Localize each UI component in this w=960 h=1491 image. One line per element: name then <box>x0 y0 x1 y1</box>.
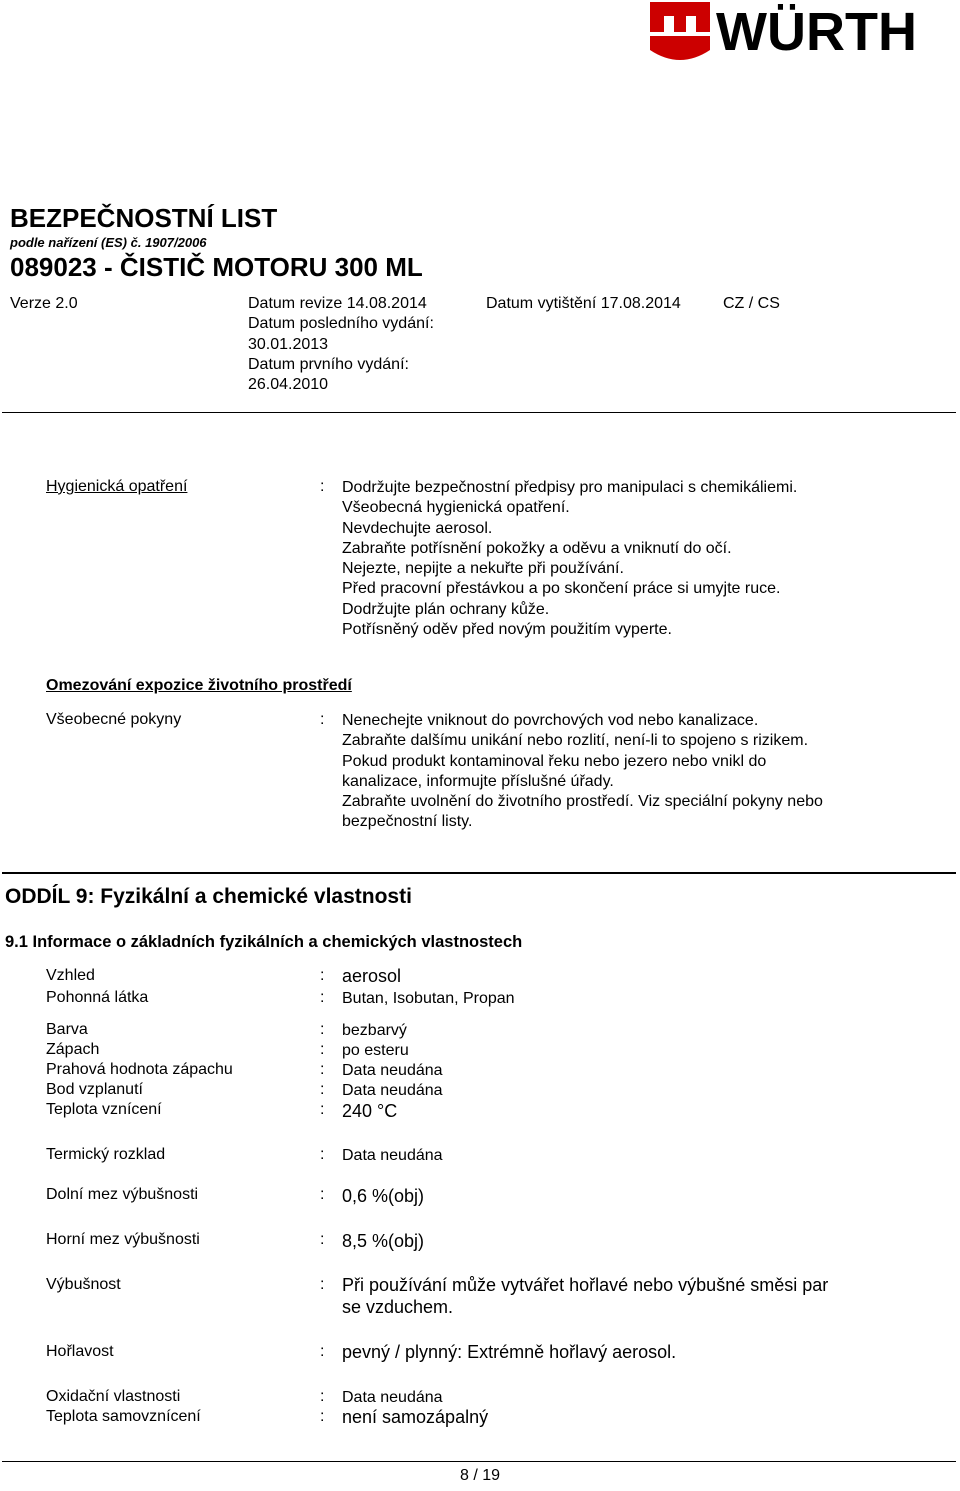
environment-line: Zabraňte dalšímu unikání nebo rozlití, není-li to spojeno s rizikem. <box>342 732 809 750</box>
hygiene-measures <box>342 478 797 640</box>
document-title: BEZPEČNOSTNÍ LIST <box>10 203 278 233</box>
section-divider <box>2 872 956 874</box>
property-label: Horní mez výbušnosti <box>46 1231 200 1248</box>
environment-heading: Omezování expozice životního prostředí <box>46 677 352 694</box>
colon: : <box>320 1388 325 1405</box>
colon: : <box>320 1021 325 1038</box>
property-label: Prahová hodnota zápachu <box>46 1061 233 1078</box>
footer-divider <box>2 1461 956 1462</box>
property-label: Zápach <box>46 1041 100 1058</box>
property-label: Teplota samovznícení <box>46 1408 201 1425</box>
property-label: Oxidační vlastnosti <box>46 1388 181 1405</box>
colon: : <box>320 1276 325 1293</box>
page-number: 8 / 19 <box>459 1467 501 1484</box>
property-label: Pohonná látka <box>46 989 149 1006</box>
locale: CZ / CS <box>723 295 780 312</box>
property-value: Data neudána <box>342 1062 443 1079</box>
environment-line: bezpečnostní listy. <box>342 813 473 831</box>
section-9-1-subtitle: 9.1 Informace o základních fyzikálních a chemických vlastnostech <box>5 933 523 951</box>
hygiene-line: Nejezte, nepijte a nekuřte při používání. <box>342 560 624 578</box>
colon: : <box>320 989 325 1006</box>
environment-line: Pokud produkt kontaminoval řeku nebo jezero nebo vnikl do <box>342 752 767 770</box>
print-date: Datum vytištění 17.08.2014 <box>486 295 681 312</box>
wurth-logo <box>648 0 958 68</box>
colon: : <box>320 967 325 984</box>
colon: : <box>320 1061 325 1078</box>
property-value-line: se vzduchem. <box>342 1297 454 1317</box>
property-value: bezbarvý <box>342 1022 407 1039</box>
product-name: 089023 - ČISTIČ MOTORU 300 ML <box>10 252 423 282</box>
hygiene-line: Před pracovní přestávkou a po skončení práce si umyjte ruce. <box>342 580 781 598</box>
property-value: Butan, Isobutan, Propan <box>342 990 515 1007</box>
environment-line: Nenechejte vniknout do povrchových vod nebo kanalizace. <box>342 712 759 729</box>
property-value-line: Při používání může vytvářet hořlavé nebo výbušné směsi par <box>342 1275 829 1295</box>
revision-line: Datum revize 14.08.2014 <box>248 295 427 312</box>
hygiene-label: Hygienická opatření <box>46 478 188 495</box>
property-label: Dolní mez výbušnosti <box>46 1186 199 1203</box>
property-label: Vzhled <box>46 967 95 984</box>
property-label: Termický rozklad <box>46 1146 166 1163</box>
environment-line: Zabraňte uvolnění do životního prostředí. Viz speciální pokyny nebo <box>342 793 823 811</box>
property-label: Bod vzplanutí <box>46 1081 143 1098</box>
revision-line: Datum prvního vydání: <box>248 355 409 373</box>
revision-line: Datum posledního vydání: <box>248 315 434 333</box>
hygiene-line: Dodržujte plán ochrany kůže. <box>342 600 550 618</box>
environment-instructions <box>342 711 823 833</box>
property-value: pevný / plynný: Extrémně hořlavý aerosol. <box>342 1342 677 1362</box>
property-value: 8,5 %(obj) <box>342 1231 425 1251</box>
environment-label: Všeobecné pokyny <box>46 711 182 728</box>
property-label: Barva <box>46 1021 88 1038</box>
hygiene-line: Zabraňte potřísnění pokožky a oděvu a vniknutí do očí. <box>342 539 732 557</box>
revision-line: 30.01.2013 <box>248 335 329 353</box>
regulation-reference: podle nařízení (ES) č. 1907/2006 <box>10 235 207 250</box>
hygiene-line: Dodržujte bezpečnostní předpisy pro manipulaci s chemikáliemi. <box>342 479 798 496</box>
property-value: Data neudána <box>342 1147 443 1164</box>
environment-line: kanalizace, informujte příslušné úřady. <box>342 772 614 790</box>
property-value: aerosol <box>342 966 402 986</box>
property-value: není samozápalný <box>342 1407 489 1427</box>
wurth-logo-mark <box>648 0 958 68</box>
property-label: Teplota vznícení <box>46 1101 162 1118</box>
colon: : <box>320 711 325 728</box>
property-value: 0,6 %(obj) <box>342 1186 425 1206</box>
colon: : <box>320 1186 325 1203</box>
logo-text: WÜRTH <box>716 2 917 62</box>
colon: : <box>320 1231 325 1248</box>
colon: : <box>320 478 325 495</box>
property-label: Výbušnost <box>46 1276 121 1293</box>
header-divider <box>2 412 956 413</box>
hygiene-line: Potřísněný oděv před novým použitím vyperte. <box>342 621 672 639</box>
property-value: Data neudána <box>342 1389 443 1406</box>
hygiene-line: Všeobecná hygienická opatření. <box>342 499 570 517</box>
colon: : <box>320 1408 325 1425</box>
property-value: Data neudána <box>342 1082 443 1099</box>
hygiene-line: Nevdechujte aerosol. <box>342 519 493 537</box>
property-value <box>342 1274 828 1318</box>
colon: : <box>320 1343 325 1360</box>
colon: : <box>320 1101 325 1118</box>
revision-dates <box>248 294 434 395</box>
revision-line: 26.04.2010 <box>248 376 329 394</box>
property-value: 240 °C <box>342 1101 398 1121</box>
colon: : <box>320 1041 325 1058</box>
version: Verze 2.0 <box>10 295 78 312</box>
property-value: po esteru <box>342 1042 409 1059</box>
colon: : <box>320 1146 325 1163</box>
property-label: Hořlavost <box>46 1343 114 1360</box>
section-9-title: ODDÍL 9: Fyzikální a chemické vlastnosti <box>5 885 412 908</box>
colon: : <box>320 1081 325 1098</box>
